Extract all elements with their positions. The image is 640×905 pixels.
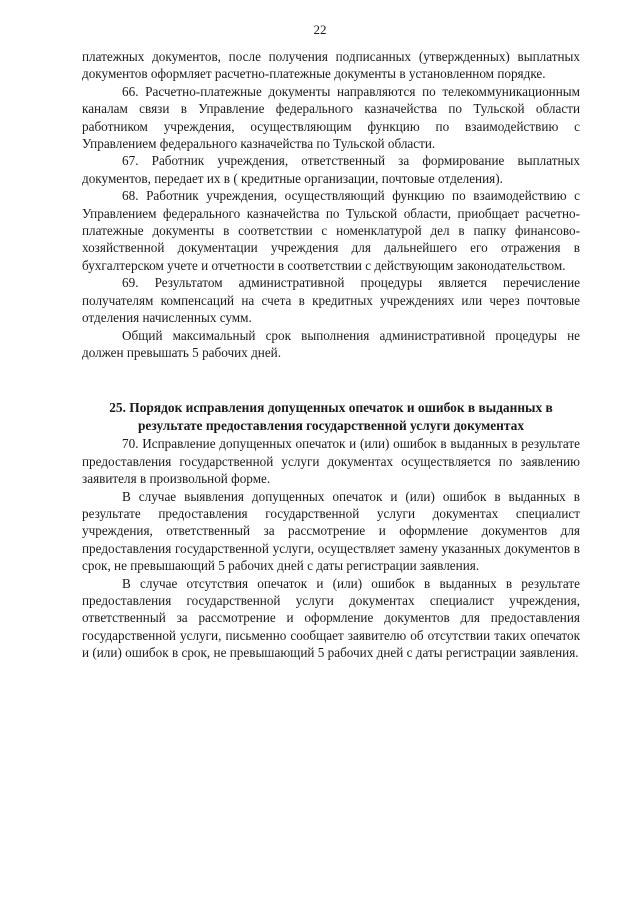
paragraph-68: 68. Работник учреждения, осуществляющий функцию по взаимодействию с Управлением федерального казначейства по Тульской области, приобщает расчетно-платежные документы в соответствии с номенклатурой дел в папку финансово-хозяйственной документации учреждения для дальнейшего его отражения в бухгалтерском учете и отчетности в соответствии с действующим законодательством. xyxy=(82,188,580,273)
paragraph-errors-found: В случае выявления допущенных опечаток и (или) ошибок в выданных в результате предоставления государственной услуги документах специалист учреждения, ответственный за рассмотрение и оформление документов для предоставления государственной услуги, осуществляет замену указанных документов в срок, не превышающий 5 рабочих дней с даты регистрации заявления. xyxy=(82,488,580,574)
section-heading: 25. Порядок исправления допущенных опечаток и ошибок в выданных в результате предоставления государственной услуги документах xyxy=(109,400,553,434)
page-number: 22 xyxy=(313,22,327,37)
section-spacer xyxy=(82,361,580,399)
paragraph-67: 67. Работник учреждения, ответственный за формирование выплатных документов, передает их в ( кредитные организации, почтовые отделения). xyxy=(82,153,580,186)
paragraph-66: 66. Расчетно-платежные документы направляются по телекоммуникационным каналам связи в Управление федерального казначейства по Тульской области работником учреждения, осуществляющим функцию по взаимодействию с Управлением федерального казначейства по Тульской области. xyxy=(82,83,580,152)
paragraph-70: 70. Исправление допущенных опечаток и (или) ошибок в выданных в результате предоставления государственной услуги документах осуществляется по заявлению заявителя в произвольной форме. xyxy=(82,436,580,487)
page-content xyxy=(82,48,580,662)
paragraph-no-errors: В случае отсутствия опечаток и (или) ошибок в выданных в результате предоставления государственной услуги документах специалист учреждения, ответственный за рассмотрение и оформление документов для предоставления государственной услуги, письменно сообщает заявителю об отсутствии таких опечаток и (или) ошибок в срок, не превышающий 5 рабочих дней с даты регистрации заявления. xyxy=(82,575,580,661)
paragraph-continuation: платежных документов, после получения подписанных (утвержденных) выплатных документов оформляет расчетно-платежные документы в установленном порядке. xyxy=(82,49,580,82)
paragraph-69: 69. Результатом административной процедуры является перечисление получателям компенсаций на счета в кредитных учреждениях или через почтовые отделения начисленных сумм. xyxy=(82,275,580,326)
paragraph-max-term: Общий максимальный срок выполнения административной процедуры не должен превышать 5 рабочих дней. xyxy=(82,327,580,360)
